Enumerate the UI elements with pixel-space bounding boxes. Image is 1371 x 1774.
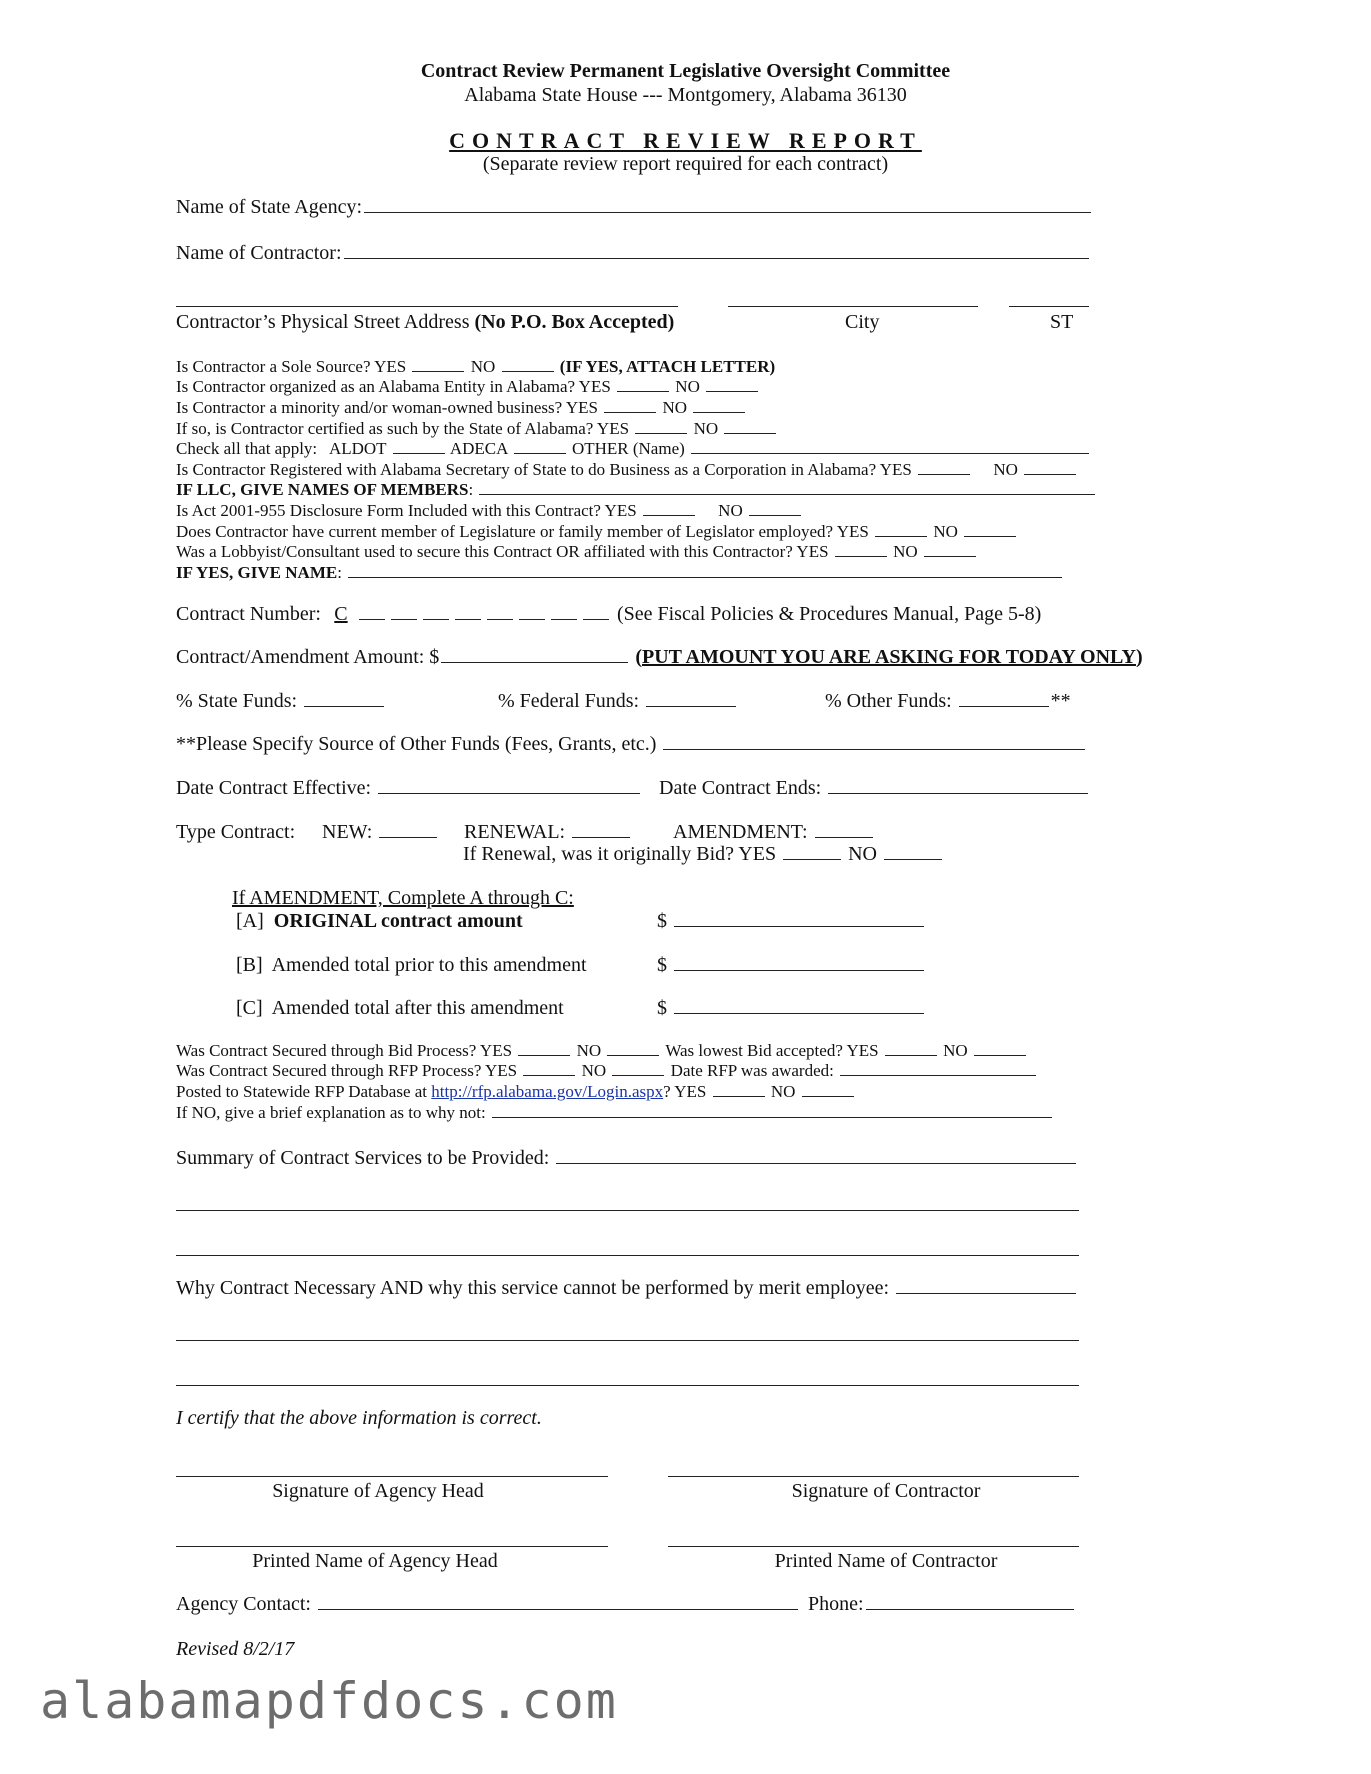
alabama-entity-question[interactable]: Is Contractor organized as an Alabama Entity in Alabama? YES NO: [176, 376, 760, 397]
contractor-signature-line[interactable]: [668, 1476, 1079, 1477]
federal-funds-field[interactable]: % Federal Funds:: [498, 690, 738, 713]
original-amount-label: [A] ORIGINAL contract amount: [236, 910, 523, 932]
revised-date: Revised 8/2/17: [176, 1638, 295, 1660]
amendment-heading: If AMENDMENT, Complete A through C:: [232, 887, 574, 909]
agency-label: Name of State Agency:: [176, 196, 363, 218]
agency-head-signature-label: Signature of Agency Head: [272, 1480, 484, 1502]
llc-members-question[interactable]: IF LLC, GIVE NAMES OF MEMBERS:: [176, 479, 1097, 500]
committee-title: Contract Review Permanent Legislative Oversight Committee: [420, 60, 951, 82]
lobbyist-name-field[interactable]: IF YES, GIVE NAME:: [176, 562, 1064, 583]
city-line[interactable]: [728, 306, 978, 307]
type-renewal-field[interactable]: RENEWAL:: [464, 821, 632, 844]
phone-field[interactable]: Phone:: [808, 1593, 1076, 1616]
necessity-line-2[interactable]: [176, 1340, 1079, 1341]
state-funds-field[interactable]: % State Funds:: [176, 690, 386, 713]
rfp-posted-question[interactable]: Posted to Statewide RFP Database at http://rfp.alabama.gov/Login.aspx? YES NO: [176, 1081, 856, 1102]
date-ends-field[interactable]: Date Contract Ends:: [659, 777, 1090, 800]
agency-head-name-label: Printed Name of Agency Head: [252, 1550, 498, 1572]
lobbyist-question[interactable]: Was a Lobbyist/Consultant used to secure this Contract OR affiliated with this Contractor? YES NO: [176, 541, 978, 562]
check-all-question[interactable]: Check all that apply: ALDOT ADECA OTHER (Name): [176, 438, 1091, 459]
rfp-database-link[interactable]: http://rfp.alabama.gov/Login.aspx: [431, 1082, 664, 1101]
other-funds-source-field[interactable]: **Please Specify Source of Other Funds (Fees, Grants, etc.): [176, 733, 1087, 756]
after-amendment-field[interactable]: $: [657, 997, 926, 1020]
necessity-field[interactable]: Why Contract Necessary AND why this service cannot be performed by merit employee:: [176, 1277, 1078, 1300]
contractor-field[interactable]: [176, 242, 1091, 265]
bid-process-question[interactable]: Was Contract Secured through Bid Process? YES NO Was lowest Bid accepted? YES NO: [176, 1040, 1028, 1061]
report-subtitle: (Separate review report required for each contract): [482, 153, 889, 175]
date-effective-field[interactable]: Date Contract Effective:: [176, 777, 642, 800]
prior-amendment-field[interactable]: $: [657, 954, 926, 977]
contractor-signature-label: Signature of Contractor: [791, 1480, 981, 1502]
agency-contact-field[interactable]: Agency Contact:: [176, 1593, 800, 1616]
type-new-field[interactable]: NEW:: [322, 821, 439, 844]
prior-amendment-label: [B] Amended total prior to this amendment: [236, 954, 587, 976]
after-amendment-label: [C] Amended total after this amendment: [236, 997, 564, 1019]
agency-head-signature-line[interactable]: [176, 1476, 608, 1477]
other-funds-field[interactable]: % Other Funds: **: [825, 690, 1071, 712]
contract-amount-field[interactable]: Contract/Amendment Amount: $ (PUT AMOUNT YOU ARE ASKING FOR TODAY ONLY): [176, 646, 1143, 668]
legislature-question[interactable]: Does Contractor have current member of Legislature or family member of Legislator employed? YES NO: [176, 521, 1018, 542]
contractor-name-line[interactable]: [668, 1546, 1079, 1547]
street-address-label: Contractor’s Physical Street Address (No P.O. Box Accepted): [176, 311, 675, 333]
contractor-label: Name of Contractor:: [176, 242, 342, 264]
certified-question[interactable]: If so, is Contractor certified as such by the State of Alabama? YES NO: [176, 418, 778, 439]
necessity-line-3[interactable]: [176, 1385, 1079, 1386]
services-summary-line-3[interactable]: [176, 1255, 1079, 1256]
committee-address: Alabama State House --- Montgomery, Alabama 36130: [464, 84, 907, 106]
watermark: alabamapdfdocs.com: [40, 1672, 618, 1730]
agency-head-name-line[interactable]: [176, 1546, 608, 1547]
original-amount-field[interactable]: $: [657, 910, 926, 933]
city-label: City: [845, 311, 880, 333]
registered-question[interactable]: Is Contractor Registered with Alabama Secretary of State to do Business as a Corporation in Alabama? YES NO: [176, 459, 1078, 480]
minority-question[interactable]: Is Contractor a minority and/or woman-owned business? YES NO: [176, 397, 747, 418]
renewal-bid-question[interactable]: If Renewal, was it originally Bid? YES NO: [463, 843, 944, 866]
report-title: CONTRACT REVIEW REPORT: [449, 128, 922, 153]
certify-statement: I certify that the above information is correct.: [176, 1407, 542, 1429]
state-line[interactable]: [1009, 306, 1089, 307]
contract-number-prefix: C: [334, 603, 348, 625]
contractor-name-label: Printed Name of Contractor: [774, 1550, 998, 1572]
state-label: ST: [1050, 311, 1074, 333]
services-summary-field[interactable]: Summary of Contract Services to be Provided:: [176, 1147, 1078, 1170]
rfp-process-question[interactable]: Was Contract Secured through RFP Process? YES NO Date RFP was awarded:: [176, 1060, 1038, 1081]
type-amendment-field[interactable]: AMENDMENT:: [673, 821, 875, 844]
agency-field[interactable]: [176, 196, 1093, 219]
street-address-line[interactable]: [176, 306, 678, 307]
type-contract-label: Type Contract:: [176, 821, 296, 843]
contract-number-field[interactable]: Contract Number: C (See Fiscal Policies & Procedures Manual, Page 5-8): [176, 603, 1042, 625]
sole-source-question[interactable]: Is Contractor a Sole Source? YES NO (IF YES, ATTACH LETTER): [176, 357, 776, 376]
services-summary-line-2[interactable]: [176, 1210, 1079, 1211]
rfp-explanation-field[interactable]: If NO, give a brief explanation as to why not:: [176, 1102, 1054, 1123]
act-disclosure-question[interactable]: Is Act 2001-955 Disclosure Form Included with this Contract? YES NO: [176, 500, 803, 521]
